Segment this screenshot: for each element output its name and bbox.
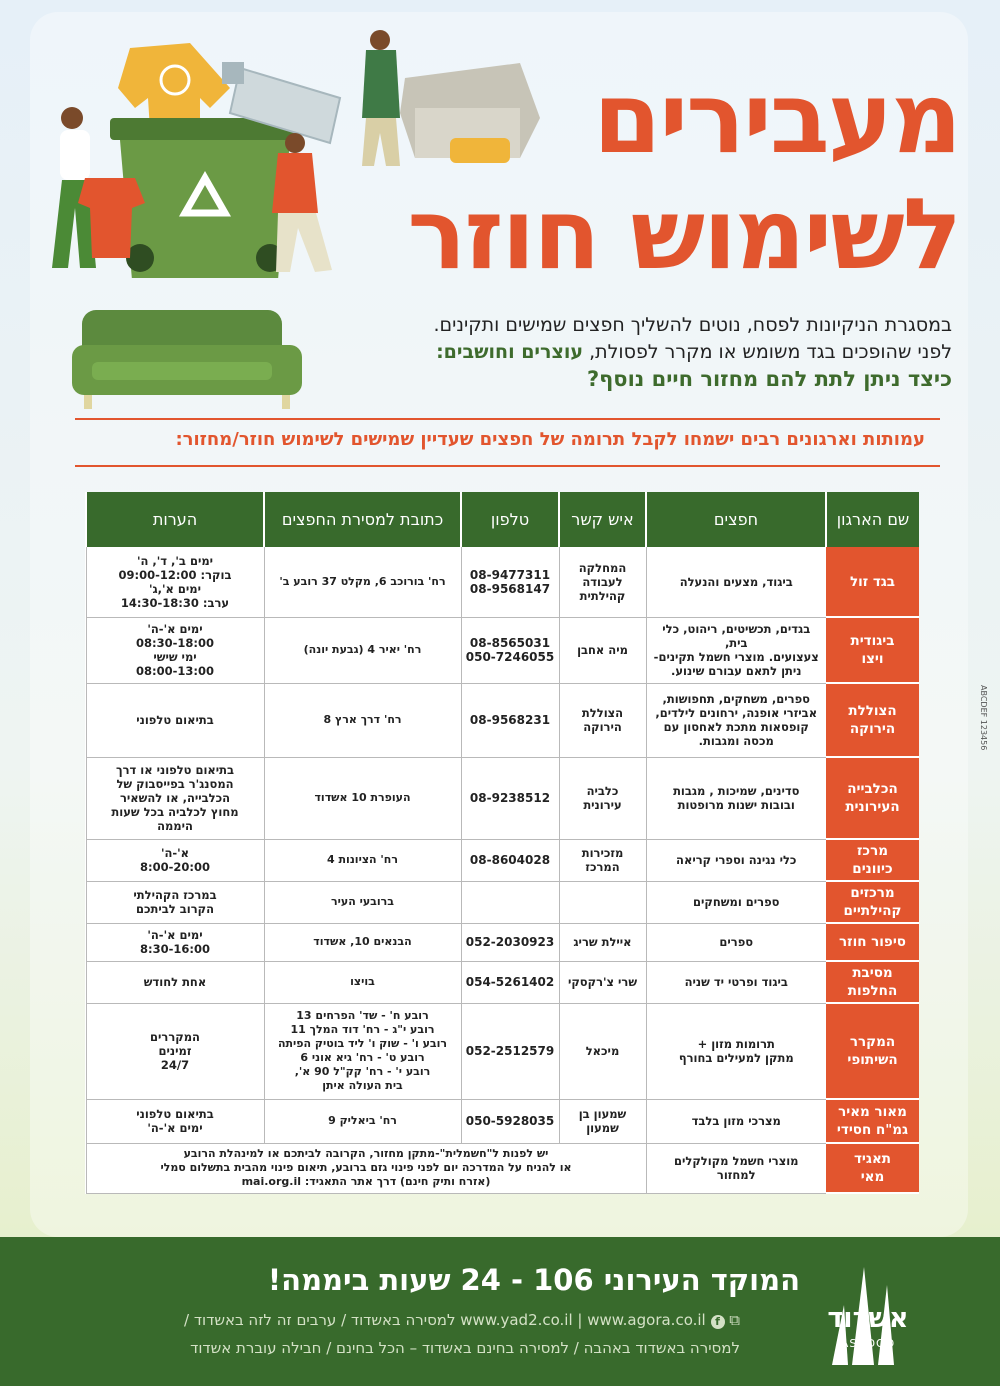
intro-line-2-highlight: עוצרים וחושבים: xyxy=(436,341,584,363)
sofa-illustration xyxy=(72,300,322,415)
logo-subtext: ASHDOD xyxy=(840,1337,896,1350)
intro-line-1: במסגרת הניקיונות לפסח, נוטים להשליך חפצים שמישים ותקינים. xyxy=(433,314,952,336)
header-contact: איש קשר xyxy=(559,492,646,547)
org-notes: ימים א'-ה' 08:30-18:00 ימי שישי 08:00-13:00 xyxy=(86,617,264,683)
table-row xyxy=(86,961,919,1003)
org-notes: ימים ב', ד', ה' בוקר: 09:00-12:00 ימים א',ג' ערב: 14:30-18:30 xyxy=(86,547,264,617)
org-address: יש לפנות ל"חשמלית"-מתקן מחזור, הקרובה לביתכם או למינהלת הרובע או להניח על המדרכה יום לפני פינוי גזם ברובע, תיאום פינוי מהבית בתשלום סמלי (אזרח ותיק חינם) דרך אתר התאגיד: mai.org.il xyxy=(86,1143,646,1193)
org-contact: המחלקה לעבודה קהילתית xyxy=(559,547,646,617)
org-items: כלי נגינה וספרי קריאה xyxy=(646,839,826,881)
intro-text xyxy=(352,312,952,393)
organizations-table xyxy=(85,492,919,1194)
org-name: תאגיד מאי xyxy=(826,1143,919,1193)
external-link-icon: ⧉ xyxy=(729,1311,740,1329)
header-phone: טלפון xyxy=(461,492,559,547)
divider-bottom xyxy=(75,465,940,467)
title-line-2: לשימוש חוזר xyxy=(407,178,960,292)
intro-line-2 xyxy=(352,339,952,366)
org-items: ספרים, משחקים, תחפושות, אביזרי אופנה, ירחונים לילדים, קופסאות מתכת לאחסון עם מכסה ומגבות. xyxy=(646,683,826,757)
woman-figure-icon xyxy=(272,133,332,272)
side-credit: ABCDEF 123456 xyxy=(979,684,988,750)
footer-links-2[interactable]: למסירה באשדוד באהבה / למסירה בחינם באשדוד – הכל בחינם / חבילה עוברת אשדוד xyxy=(190,1339,740,1357)
table-row xyxy=(86,1003,919,1099)
header-notes: הערות xyxy=(86,492,264,547)
org-phone: 08-9568231 xyxy=(461,683,559,757)
org-contact: שרי צ'רקסקי xyxy=(559,961,646,1003)
table-row xyxy=(86,1143,919,1193)
org-name: הצוללת הירוקה xyxy=(826,683,919,757)
org-items: ביגוד ופרטי יד שניה xyxy=(646,961,826,1003)
org-phone: 052-2030923 xyxy=(461,923,559,961)
org-contact: מיה אחבן xyxy=(559,617,646,683)
org-items: בגדים, תכשיטים, ריהוט, כלי בית, צעצועים. מוצרי חשמל תקינים- ניתן לתאם עבורם שינוע. xyxy=(646,617,826,683)
org-address: בויצו xyxy=(264,961,461,1003)
org-items: מוצרי חשמל מקולקלים למחזור xyxy=(646,1143,826,1193)
org-address: העופרת 10 אשדוד xyxy=(264,757,461,839)
org-contact: איילת שריג xyxy=(559,923,646,961)
org-name: מרכזים קהילתיים xyxy=(826,881,919,923)
org-address: רח' דרך ארץ 8 xyxy=(264,683,461,757)
table-row xyxy=(86,923,919,961)
org-items: תרומות מזון + מתקן למעילים בחורף xyxy=(646,1003,826,1099)
org-notes: בתיאום טלפוני או דרך המסנג'ר בפייסבוק של הכלבייה, או להשאיר מחוץ לכלביה בכל שעות היממה xyxy=(86,757,264,839)
org-notes: אחת לחודש xyxy=(86,961,264,1003)
footer xyxy=(0,1237,1000,1386)
cardboard-box-icon xyxy=(400,63,540,163)
table-row xyxy=(86,881,919,923)
subtitle: עמותות וארגונים רבים ישמחו לקבל תרומה של חפצים שעדיין שמישים לשימוש חוזר/מחזור: xyxy=(175,429,925,450)
org-phone: 08-8565031 050-7246055 xyxy=(461,617,559,683)
org-items: ספרים ומשחקים xyxy=(646,881,826,923)
header-items: חפצים xyxy=(646,492,826,547)
org-name: הכלבייה העירונית xyxy=(826,757,919,839)
org-phone: 08-9238512 xyxy=(461,757,559,839)
table-row xyxy=(86,839,919,881)
org-contact: הצוללת הירוקה xyxy=(559,683,646,757)
org-name: מרכז כיוונים xyxy=(826,839,919,881)
org-notes: בתיאום טלפוני xyxy=(86,683,264,757)
org-contact xyxy=(559,881,646,923)
org-address: הבנאים 10, אשדוד xyxy=(264,923,461,961)
org-contact: מיכאל xyxy=(559,1003,646,1099)
org-notes: ימים א'-ה' 8:30-16:00 xyxy=(86,923,264,961)
org-phone: 052-2512579 xyxy=(461,1003,559,1099)
intro-line-2-start: לפני שהופכים בגד משומש או מקרר לפסולת, xyxy=(589,341,952,363)
sweater-icon xyxy=(118,43,230,130)
org-contact: מזכירות המרכז xyxy=(559,839,646,881)
org-items: ספרים xyxy=(646,923,826,961)
org-phone: 08-8604028 xyxy=(461,839,559,881)
table-row xyxy=(86,617,919,683)
org-phone: 050-5928035 xyxy=(461,1099,559,1143)
header-address: כתובת למסירת החפצים xyxy=(264,492,461,547)
footer-links-1 xyxy=(60,1311,740,1329)
facebook-icon: f xyxy=(711,1315,725,1329)
org-items: מצרכי מזון בלבד xyxy=(646,1099,826,1143)
org-address: רח' הציונות 4 xyxy=(264,839,461,881)
logo-text: אשדוד xyxy=(827,1303,909,1334)
org-notes: המקררים זמינים 24/7 xyxy=(86,1003,264,1099)
org-name: המקרר השיתופי xyxy=(826,1003,919,1099)
org-notes: א'-ה' 8:00-20:00 xyxy=(86,839,264,881)
org-phone: 08-9477311 08-9568147 xyxy=(461,547,559,617)
table-row xyxy=(86,1099,919,1143)
org-name: סיפור חוזר xyxy=(826,923,919,961)
footer-links-1-text[interactable]: www.yad2.co.il | www.agora.co.il למסירה באשדוד / ערבים זה לזה באשדוד / xyxy=(184,1311,706,1329)
divider-top xyxy=(75,418,940,420)
org-phone xyxy=(461,881,559,923)
org-address: ברובעי העיר xyxy=(264,881,461,923)
table-row xyxy=(86,547,919,617)
header-org-name: שם הארגון xyxy=(826,492,919,547)
org-notes: במרכז הקהילתי הקרוב לביתכם xyxy=(86,881,264,923)
org-contact: שמעון בן שמעון xyxy=(559,1099,646,1143)
org-items: סדינים, שמיכות , מגבות ובובות ישנות מרופטות xyxy=(646,757,826,839)
intro-question: כיצד ניתן לתת להם מחזור חיים נוסף? xyxy=(586,367,952,391)
org-address: רח' בורוכב 6, מקלט 37 רובע ב' xyxy=(264,547,461,617)
org-name: מסיבת החלפות xyxy=(826,961,919,1003)
woman-with-box-icon xyxy=(362,30,400,166)
title-line-1: מעבירים xyxy=(593,62,960,176)
org-name: בגד זול xyxy=(826,547,919,617)
org-phone: 054-5261402 xyxy=(461,961,559,1003)
org-address: רובע ח' - שד' הפרחים 13 רובע י"ג - רח' דוד המלך 11 רובע ו' - שוק ו' ליד בוטיק הפיתה רובע ט' - רח' גיא אוני 6 רובע י' - רח' קק"ל 90 א', בית העולה איתן xyxy=(264,1003,461,1099)
table-row xyxy=(86,757,919,839)
org-address: רח' ביאליק 9 xyxy=(264,1099,461,1143)
table-header-row xyxy=(86,492,919,547)
org-contact: כלביה עירונית xyxy=(559,757,646,839)
table-row xyxy=(86,683,919,757)
org-notes: בתיאום טלפוני ימים א'-ה' xyxy=(86,1099,264,1143)
hotline-text: המוקד העירוני 106 - 24 שעות ביממה! xyxy=(267,1263,800,1297)
org-name: מאור מאיר גמ"ח חסידי xyxy=(826,1099,919,1143)
org-name: ביגודית ויצו xyxy=(826,617,919,683)
org-address: רח' יאיר 4 (גבעת יונה) xyxy=(264,617,461,683)
org-items: ביגוד, מצעים והנעלה xyxy=(646,547,826,617)
